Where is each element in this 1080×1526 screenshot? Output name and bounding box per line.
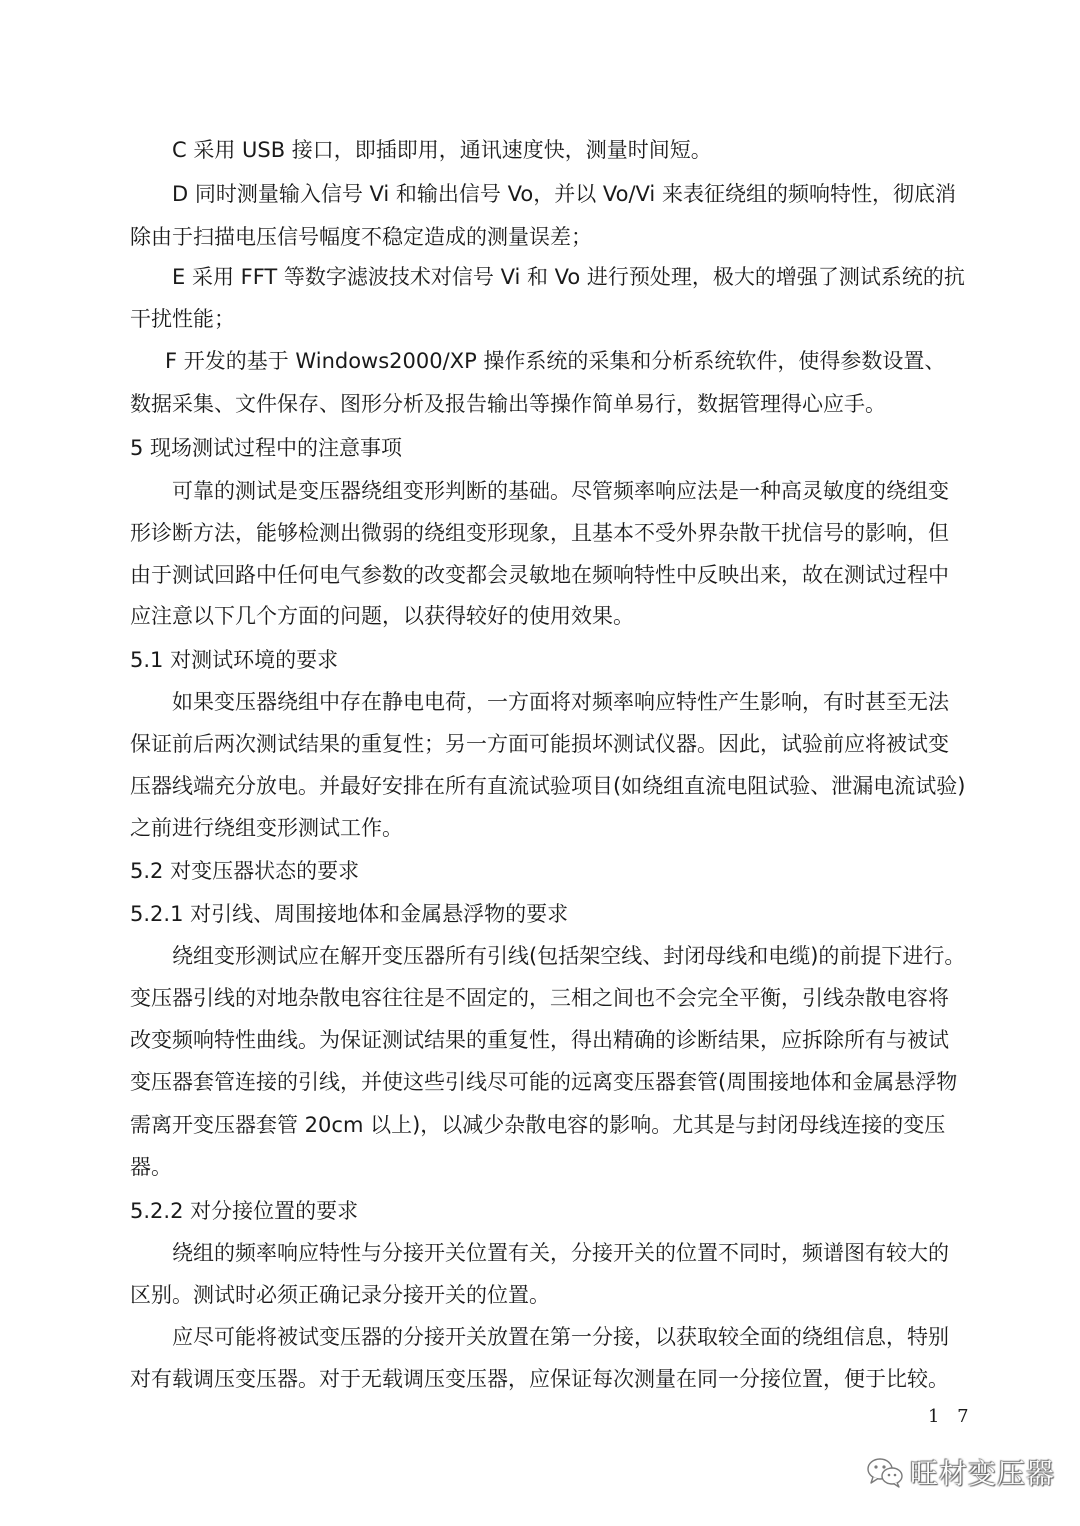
watermark bbox=[866, 1452, 1055, 1492]
section-heading: 5.2.2 对分接位置的要求 bbox=[130, 1199, 359, 1223]
paragraph-line: 之前进行绕组变形测试工作。 bbox=[130, 816, 403, 840]
paragraph-line: 保证前后两次测试结果的重复性；另一方面可能损坏测试仪器。因此，试验前应将被试变 bbox=[130, 732, 949, 756]
paragraph-line: 数据采集、文件保存、图形分析及报告输出等操作简单易行，数据管理得心应手。 bbox=[130, 392, 886, 416]
section-heading: 5.1 对测试环境的要求 bbox=[130, 648, 339, 672]
watermark-text: 旺材变压器 bbox=[910, 1457, 1056, 1490]
wechat-icon bbox=[866, 1456, 904, 1488]
paragraph-line: 干扰性能； bbox=[130, 307, 235, 331]
paragraph-line: 区别。测试时必须正确记录分接开关的位置。 bbox=[130, 1283, 550, 1307]
section-heading: 5.2.1 对引线、周围接地体和金属悬浮物的要求 bbox=[130, 902, 569, 926]
paragraph-line: 需离开变压器套管 20cm 以上)，以减少杂散电容的影响。尤其是与封闭母线连接的变压 bbox=[130, 1113, 946, 1137]
paragraph-line: 器。 bbox=[130, 1155, 172, 1179]
paragraph-line: E 采用 FFT 等数字滤波技术对信号 Vi 和 Vo 进行预处理，极大的增强了测试系统的抗 bbox=[172, 265, 965, 289]
paragraph-line: 形诊断方法，能够检测出微弱的绕组变形现象，且基本不受外界杂散干扰信号的影响，但 bbox=[130, 521, 949, 545]
paragraph-line: D 同时测量输入信号 Vi 和输出信号 Vo，并以 Vo/Vi 来表征绕组的频响特性，彻底消 bbox=[172, 182, 956, 206]
paragraph-line: F 开发的基于 Windows2000/XP 操作系统的采集和分析系统软件，使得参数设置、 bbox=[165, 349, 946, 373]
section-heading: 5 现场测试过程中的注意事项 bbox=[130, 436, 403, 460]
paragraph-line: 对有载调压变压器。对于无载调压变压器，应保证每次测量在同一分接位置，便于比较。 bbox=[130, 1367, 949, 1391]
paragraph-line: 变压器引线的对地杂散电容往往是不固定的，三相之间也不会完全平衡，引线杂散电容将 bbox=[130, 986, 949, 1010]
paragraph-line: 变压器套管连接的引线，并使这些引线尽可能的远离变压器套管(周围接地体和金属悬浮物 bbox=[130, 1070, 958, 1094]
paragraph-line: 如果变压器绕组中存在静电电荷，一方面将对频率响应特性产生影响，有时甚至无法 bbox=[172, 690, 949, 714]
paragraph-line: 应尽可能将被试变压器的分接开关放置在第一分接，以获取较全面的绕组信息，特别 bbox=[172, 1325, 949, 1349]
paragraph-line: 应注意以下几个方面的问题，以获得较好的使用效果。 bbox=[130, 604, 634, 628]
paragraph-line: 压器线端充分放电。并最好安排在所有直流试验项目(如绕组直流电阻试验、泄漏电流试验) bbox=[130, 774, 966, 798]
paragraph-line: 绕组变形测试应在解开变压器所有引线(包括架空线、封闭母线和电缆)的前提下进行。 bbox=[172, 944, 966, 968]
paragraph-line: 可靠的测试是变压器绕组变形判断的基础。尽管频率响应法是一种高灵敏度的绕组变 bbox=[172, 479, 949, 503]
paragraph-line: 除由于扫描电压信号幅度不稳定造成的测量误差； bbox=[130, 225, 592, 249]
paragraph-line: C 采用 USB 接口，即插即用，通讯速度快，测量时间短。 bbox=[172, 138, 712, 162]
paragraph-line: 由于测试回路中任何电气参数的改变都会灵敏地在频响特性中反映出来，故在测试过程中 bbox=[130, 563, 949, 587]
paragraph-line: 改变频响特性曲线。为保证测试结果的重复性，得出精确的诊断结果，应拆除所有与被试 bbox=[130, 1028, 949, 1052]
page-number: 1 7 bbox=[928, 1406, 975, 1427]
paragraph-line: 绕组的频率响应特性与分接开关位置有关，分接开关的位置不同时，频谱图有较大的 bbox=[172, 1241, 949, 1265]
section-heading: 5.2 对变压器状态的要求 bbox=[130, 859, 360, 883]
